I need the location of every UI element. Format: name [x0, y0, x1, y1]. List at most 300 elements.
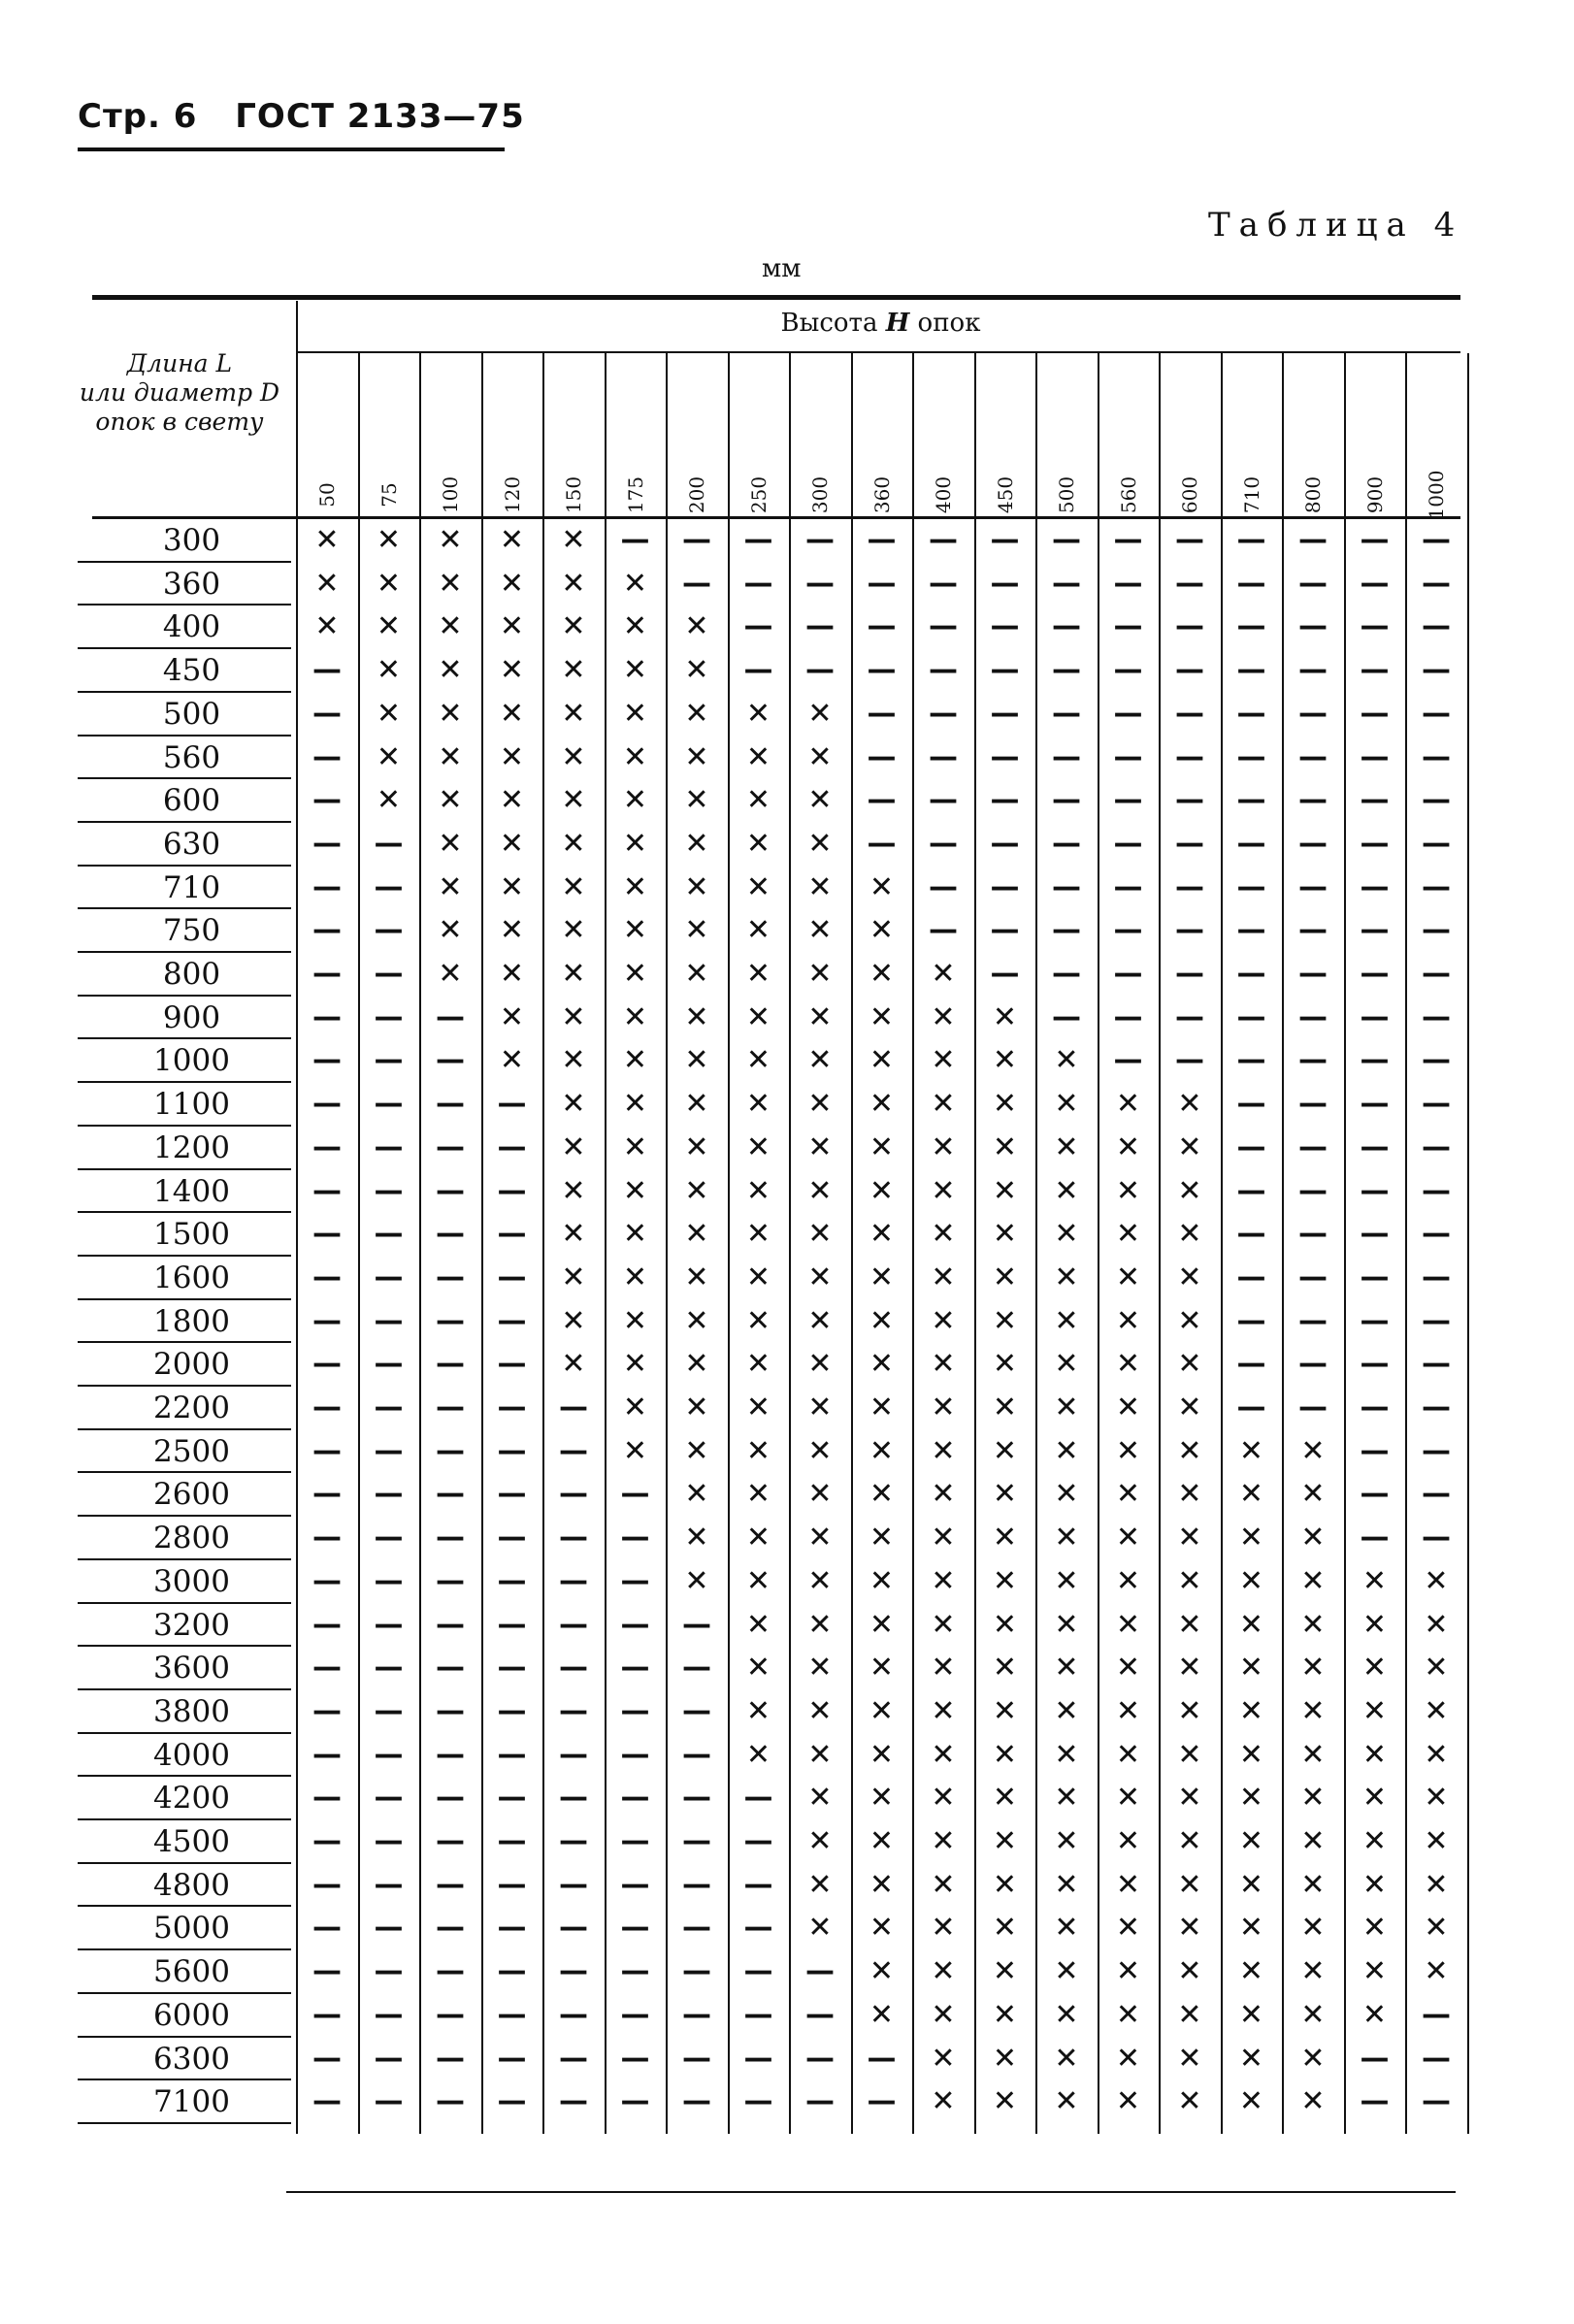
page-number: Стр. 6 — [78, 97, 198, 136]
cell-mark-allowed: ✕ — [931, 1563, 956, 1598]
cell-mark-allowed: ✕ — [807, 1911, 833, 1946]
cell-mark-dash: — — [1360, 1260, 1390, 1294]
cell-mark-dash: — — [374, 999, 404, 1034]
cell-mark-allowed: ✕ — [807, 869, 833, 904]
cell-mark-dash: — — [1422, 957, 1451, 991]
cell-mark-allowed: ✕ — [992, 1217, 1018, 1252]
cell-mark-dash: — — [312, 1303, 342, 1338]
cell-mark-allowed: ✕ — [745, 1217, 771, 1252]
cell-mark-dash: — — [805, 2041, 835, 2076]
cell-mark-dash: — — [436, 1737, 465, 1772]
cell-mark-dash: — — [1113, 826, 1143, 861]
cell-mark-dash: — — [312, 783, 342, 818]
cell-mark-dash: — — [1298, 1217, 1328, 1252]
cell-mark-dash: — — [1298, 1303, 1328, 1338]
cell-mark-dash: — — [1175, 869, 1204, 904]
cell-mark-allowed: ✕ — [1054, 1607, 1079, 1642]
cell-mark-allowed: ✕ — [561, 869, 586, 904]
cell-mark-dash: — — [929, 566, 958, 601]
cell-mark-dash: — — [743, 609, 773, 644]
cell-mark-allowed: ✕ — [1361, 1651, 1388, 1686]
row-label-length: 4000 — [153, 1737, 230, 1773]
column-header-height — [296, 353, 358, 516]
column-header-label: 75 — [377, 482, 401, 507]
column-header-label: 50 — [315, 482, 339, 507]
column-header-height — [666, 353, 728, 516]
cell-mark-allowed: ✕ — [992, 1260, 1018, 1294]
cell-mark-allowed: ✕ — [1177, 1651, 1202, 1686]
cell-mark-dash: — — [1113, 1043, 1143, 1078]
cell-mark-allowed: ✕ — [992, 2041, 1018, 2076]
cell-mark-allowed: ✕ — [807, 1651, 833, 1686]
cell-mark-allowed: ✕ — [1177, 1563, 1202, 1598]
cell-mark-dash: — — [1236, 739, 1266, 774]
cell-mark-allowed: ✕ — [1054, 1433, 1079, 1468]
cell-mark-dash: — — [1360, 1347, 1390, 1382]
cell-mark-dash: — — [620, 523, 650, 557]
cell-mark-allowed: ✕ — [684, 869, 709, 904]
column-header-label: 800 — [1301, 475, 1325, 514]
cell-mark-allowed: ✕ — [1300, 1651, 1326, 1686]
cell-mark-allowed: ✕ — [622, 1043, 648, 1078]
cell-mark-dash: — — [436, 1303, 465, 1338]
row-label-length: 3000 — [153, 1563, 230, 1599]
cell-mark-dash: — — [990, 957, 1020, 991]
cell-mark-dash: — — [1175, 999, 1204, 1034]
cell-mark-dash: — — [620, 1477, 650, 1512]
cell-mark-dash: — — [1360, 739, 1390, 774]
column-header-height — [1035, 353, 1098, 516]
cell-mark-dash: — — [1052, 957, 1081, 991]
cell-mark-allowed: ✕ — [684, 913, 709, 948]
cell-mark-dash: — — [743, 1824, 773, 1858]
row-label-length: 2000 — [153, 1347, 230, 1383]
cell-mark-allowed: ✕ — [1238, 1737, 1264, 1772]
cell-mark-allowed: ✕ — [1238, 1867, 1264, 1902]
cell-mark-dash: — — [1052, 999, 1081, 1034]
cell-mark-dash: — — [1052, 566, 1081, 601]
cell-mark-allowed: ✕ — [561, 999, 586, 1034]
cell-mark-allowed: ✕ — [869, 1217, 895, 1252]
cell-mark-dash: — — [1360, 653, 1390, 688]
cell-mark-allowed: ✕ — [684, 783, 709, 818]
cell-mark-allowed: ✕ — [684, 1433, 709, 1468]
column-header-label: 150 — [562, 475, 585, 514]
cell-mark-dash: — — [497, 2041, 527, 2076]
cell-mark-allowed: ✕ — [807, 999, 833, 1034]
cell-mark-allowed: ✕ — [992, 1173, 1018, 1208]
column-header-height — [1159, 353, 1221, 516]
cell-mark-dash: — — [497, 1521, 527, 1555]
cell-mark-allowed: ✕ — [1177, 1433, 1202, 1468]
cell-mark-allowed: ✕ — [684, 609, 709, 644]
cell-mark-dash: — — [312, 1087, 342, 1122]
cell-mark-allowed: ✕ — [807, 1087, 833, 1122]
cell-mark-allowed: ✕ — [869, 1043, 895, 1078]
cell-mark-dash: — — [682, 523, 711, 557]
column-header-height — [1221, 353, 1283, 516]
cell-mark-allowed: ✕ — [376, 739, 402, 774]
cell-mark-dash: — — [559, 1954, 588, 1989]
cell-mark-allowed: ✕ — [622, 739, 648, 774]
header-underline — [78, 147, 505, 151]
cell-mark-allowed: ✕ — [1115, 1260, 1141, 1294]
cell-mark-dash: — — [1175, 783, 1204, 818]
cell-mark-dash: — — [374, 1217, 404, 1252]
cell-mark-allowed: ✕ — [869, 1867, 895, 1902]
cell-mark-allowed: ✕ — [992, 1043, 1018, 1078]
cell-mark-allowed: ✕ — [499, 999, 525, 1034]
cell-mark-allowed: ✕ — [807, 739, 833, 774]
cell-mark-dash: — — [990, 869, 1020, 904]
cell-mark-allowed: ✕ — [1054, 2084, 1079, 2119]
cell-mark-dash: — — [374, 913, 404, 948]
cell-mark-dash: — — [1113, 566, 1143, 601]
cell-mark-dash: — — [497, 1347, 527, 1382]
cell-mark-dash: — — [1360, 1521, 1390, 1555]
cell-mark-dash: — — [1422, 1997, 1451, 2032]
cell-mark-dash: — — [559, 2041, 588, 2076]
cell-mark-allowed: ✕ — [684, 1217, 709, 1252]
cell-mark-dash: — — [559, 1433, 588, 1468]
cell-mark-allowed: ✕ — [1361, 1997, 1388, 2032]
cell-mark-allowed: ✕ — [622, 826, 648, 861]
cell-mark-dash: — — [743, 2041, 773, 2076]
cell-mark-allowed: ✕ — [1115, 1997, 1141, 2032]
cell-mark-dash: — — [743, 1781, 773, 1816]
cell-mark-allowed: ✕ — [807, 1477, 833, 1512]
cell-mark-allowed: ✕ — [561, 1303, 586, 1338]
cell-mark-dash: — — [497, 1303, 527, 1338]
cell-mark-allowed: ✕ — [869, 1129, 895, 1164]
cell-mark-allowed: ✕ — [684, 826, 709, 861]
cell-mark-allowed: ✕ — [1300, 1693, 1326, 1728]
cell-mark-allowed: ✕ — [1177, 1303, 1202, 1338]
cell-mark-dash: — — [374, 1737, 404, 1772]
cell-mark-allowed: ✕ — [807, 1173, 833, 1208]
cell-mark-allowed: ✕ — [1115, 1173, 1141, 1208]
table-units: мм — [762, 254, 802, 283]
cell-mark-allowed: ✕ — [992, 1911, 1018, 1946]
cell-mark-dash: — — [1298, 869, 1328, 904]
cell-mark-dash: — — [559, 1781, 588, 1816]
cell-mark-dash: — — [990, 826, 1020, 861]
cell-mark-allowed: ✕ — [807, 1303, 833, 1338]
cell-mark-allowed: ✕ — [561, 826, 586, 861]
cell-mark-dash: — — [559, 1737, 588, 1772]
cell-mark-dash: — — [1298, 913, 1328, 948]
cell-mark-dash: — — [990, 739, 1020, 774]
cell-mark-allowed: ✕ — [1054, 1087, 1079, 1122]
cell-mark-allowed: ✕ — [1361, 1607, 1388, 1642]
cell-mark-dash: — — [620, 1737, 650, 1772]
cell-mark-allowed: ✕ — [1177, 1391, 1202, 1424]
cell-mark-dash: — — [1360, 913, 1390, 948]
cell-mark-dash: — — [1360, 2041, 1390, 2076]
cell-mark-allowed: ✕ — [1115, 1087, 1141, 1122]
cell-mark-allowed: ✕ — [1300, 1781, 1326, 1816]
cell-mark-allowed: ✕ — [931, 1477, 956, 1512]
cell-mark-dash: — — [1422, 2041, 1451, 2076]
cell-mark-allowed: ✕ — [1300, 1824, 1326, 1858]
row-label-length: 800 — [162, 957, 221, 992]
cell-mark-dash: — — [990, 783, 1020, 818]
cell-mark-dash: — — [1052, 609, 1081, 644]
cell-mark-allowed: ✕ — [1361, 1693, 1388, 1728]
cell-mark-dash: — — [805, 523, 835, 557]
cell-mark-dash: — — [743, 523, 773, 557]
row-label-rule — [78, 2122, 291, 2124]
cell-mark-dash: — — [1236, 1129, 1266, 1164]
cell-mark-dash: — — [682, 1693, 711, 1728]
cell-mark-dash: — — [436, 1347, 465, 1382]
cell-mark-dash: — — [312, 1043, 342, 1078]
cell-mark-dash: — — [1175, 826, 1204, 861]
cell-mark-allowed: ✕ — [1177, 2084, 1202, 2119]
cell-mark-dash: — — [559, 1867, 588, 1902]
cell-mark-dash: — — [1113, 609, 1143, 644]
cell-mark-dash: — — [1298, 1129, 1328, 1164]
cell-mark-dash: — — [867, 2084, 897, 2119]
cell-mark-allowed: ✕ — [376, 609, 402, 644]
cell-mark-allowed: ✕ — [561, 1217, 586, 1252]
cell-mark-dash: — — [682, 566, 711, 601]
cell-mark-dash: — — [929, 523, 958, 557]
cell-mark-allowed: ✕ — [745, 1607, 771, 1642]
cell-mark-allowed: ✕ — [561, 566, 586, 601]
cell-mark-dash: — — [374, 1911, 404, 1946]
cell-mark-allowed: ✕ — [1424, 1693, 1449, 1728]
cell-mark-dash: — — [436, 1563, 465, 1598]
cell-mark-dash: — — [1422, 1303, 1451, 1338]
cell-mark-dash: — — [620, 1563, 650, 1598]
cell-mark-allowed: ✕ — [992, 1693, 1018, 1728]
cell-mark-allowed: ✕ — [807, 1824, 833, 1858]
cell-mark-allowed: ✕ — [931, 1911, 956, 1946]
cell-mark-allowed: ✕ — [1424, 1867, 1449, 1902]
cell-mark-dash: — — [374, 2041, 404, 2076]
cell-mark-dash: — — [1236, 1260, 1266, 1294]
cell-mark-allowed: ✕ — [1177, 1129, 1202, 1164]
cell-mark-allowed: ✕ — [931, 2084, 956, 2119]
cell-mark-dash: — — [1422, 653, 1451, 688]
cell-mark-allowed: ✕ — [622, 1260, 648, 1294]
cell-mark-dash: — — [312, 2041, 342, 2076]
cell-mark-allowed: ✕ — [499, 826, 525, 861]
table-bottom-rule — [286, 2191, 1456, 2193]
cell-mark-allowed: ✕ — [1424, 1607, 1449, 1642]
row-header-line: или диаметр D — [79, 378, 280, 407]
cell-mark-allowed: ✕ — [561, 739, 586, 774]
cell-mark-dash: — — [1360, 1391, 1390, 1424]
cell-mark-allowed: ✕ — [1115, 1911, 1141, 1946]
cell-mark-dash: — — [374, 1173, 404, 1208]
cell-mark-allowed: ✕ — [622, 696, 648, 731]
cell-mark-allowed: ✕ — [931, 1303, 956, 1338]
cell-mark-allowed: ✕ — [1177, 1521, 1202, 1555]
cell-mark-dash: — — [682, 1824, 711, 1858]
cell-mark-dash: — — [929, 869, 958, 904]
cell-mark-allowed: ✕ — [1115, 1607, 1141, 1642]
cell-mark-allowed: ✕ — [1238, 1477, 1264, 1512]
cell-mark-dash: — — [1236, 609, 1266, 644]
cell-mark-dash: — — [312, 653, 342, 688]
cell-mark-dash: — — [1360, 609, 1390, 644]
cell-mark-allowed: ✕ — [1361, 1781, 1388, 1816]
cell-mark-allowed: ✕ — [745, 1563, 771, 1598]
row-label-length: 5000 — [153, 1911, 230, 1947]
cell-mark-dash: — — [1360, 1303, 1390, 1338]
cell-mark-dash: — — [312, 1391, 342, 1424]
cell-mark-allowed: ✕ — [869, 1433, 895, 1468]
cell-mark-allowed: ✕ — [1300, 1911, 1326, 1946]
cell-mark-allowed: ✕ — [931, 1347, 956, 1382]
cell-mark-allowed: ✕ — [992, 2084, 1018, 2119]
cell-mark-allowed: ✕ — [1054, 1651, 1079, 1686]
cell-mark-dash: — — [1175, 1043, 1204, 1078]
column-header-height — [789, 353, 851, 516]
cell-mark-allowed: ✕ — [314, 523, 340, 557]
row-label-length: 300 — [162, 523, 221, 558]
column-header-label: 710 — [1239, 475, 1263, 514]
cell-mark-dash: — — [1236, 826, 1266, 861]
column-header-height — [542, 353, 605, 516]
cell-mark-dash: — — [436, 1521, 465, 1555]
cell-mark-dash: — — [867, 609, 897, 644]
cell-mark-dash: — — [559, 1477, 588, 1512]
cell-mark-dash: — — [1236, 869, 1266, 904]
cell-mark-allowed: ✕ — [1238, 1651, 1264, 1686]
cell-mark-allowed: ✕ — [376, 783, 402, 818]
cell-mark-dash: — — [436, 1867, 465, 1902]
cell-mark-allowed: ✕ — [622, 957, 648, 991]
column-header-height — [1098, 353, 1160, 516]
cell-mark-allowed: ✕ — [1115, 1781, 1141, 1816]
cell-mark-allowed: ✕ — [931, 1217, 956, 1252]
cell-mark-dash: — — [743, 1954, 773, 1989]
cell-mark-allowed: ✕ — [1300, 1867, 1326, 1902]
cell-mark-dash: — — [497, 1824, 527, 1858]
cell-mark-allowed: ✕ — [931, 1954, 956, 1989]
cell-mark-allowed: ✕ — [869, 869, 895, 904]
cell-mark-allowed: ✕ — [438, 957, 463, 991]
cell-mark-dash: — — [497, 1737, 527, 1772]
cell-mark-allowed: ✕ — [1424, 1781, 1449, 1816]
cell-mark-allowed: ✕ — [869, 1651, 895, 1686]
cell-mark-dash: — — [1052, 826, 1081, 861]
cell-mark-allowed: ✕ — [807, 957, 833, 991]
cell-mark-dash: — — [1422, 739, 1451, 774]
cell-mark-allowed: ✕ — [807, 913, 833, 948]
table-top-rule — [92, 295, 1460, 300]
cell-mark-allowed: ✕ — [869, 1303, 895, 1338]
cell-mark-dash: — — [374, 1303, 404, 1338]
cell-mark-dash: — — [436, 1607, 465, 1642]
cell-mark-dash: — — [1298, 957, 1328, 991]
column-header-label: 600 — [1178, 475, 1201, 514]
cell-mark-allowed: ✕ — [1115, 1867, 1141, 1902]
cell-mark-allowed: ✕ — [992, 1867, 1018, 1902]
cell-mark-allowed: ✕ — [499, 1043, 525, 1078]
cell-mark-allowed: ✕ — [1177, 1607, 1202, 1642]
cell-mark-allowed: ✕ — [745, 1693, 771, 1728]
cell-mark-dash: — — [990, 566, 1020, 601]
cell-mark-allowed: ✕ — [992, 1781, 1018, 1816]
cell-mark-dash: — — [312, 913, 342, 948]
row-label-length: 6300 — [153, 2041, 230, 2077]
cell-mark-allowed: ✕ — [992, 1391, 1018, 1424]
cell-mark-allowed: ✕ — [622, 653, 648, 688]
cell-mark-dash: — — [436, 1129, 465, 1164]
cell-mark-dash: — — [497, 1997, 527, 2032]
cell-mark-dash: — — [1298, 566, 1328, 601]
cell-mark-dash: — — [1052, 523, 1081, 557]
cell-mark-dash: — — [743, 2084, 773, 2119]
cell-mark-dash: — — [805, 566, 835, 601]
cell-mark-allowed: ✕ — [745, 1173, 771, 1208]
column-header-label: 360 — [869, 475, 894, 514]
cell-mark-allowed: ✕ — [1054, 1043, 1079, 1078]
cell-mark-allowed: ✕ — [931, 1737, 956, 1772]
cell-mark-dash: — — [436, 999, 465, 1034]
cell-mark-allowed: ✕ — [1238, 1997, 1264, 2032]
cell-mark-dash: — — [1175, 739, 1204, 774]
cell-mark-dash: — — [867, 566, 897, 601]
cell-mark-allowed: ✕ — [869, 1693, 895, 1728]
row-label-length: 500 — [162, 696, 221, 732]
cell-mark-allowed: ✕ — [745, 739, 771, 774]
cell-mark-dash: — — [1236, 1347, 1266, 1382]
cell-mark-dash: — — [312, 1737, 342, 1772]
cell-mark-dash: — — [1175, 696, 1204, 731]
cell-mark-dash: — — [374, 1607, 404, 1642]
cell-mark-allowed: ✕ — [992, 1607, 1018, 1642]
column-header-label: 300 — [808, 475, 832, 514]
cell-mark-allowed: ✕ — [869, 1521, 895, 1555]
row-label-length: 900 — [162, 999, 221, 1035]
cell-mark-allowed: ✕ — [684, 1347, 709, 1382]
cell-mark-allowed: ✕ — [684, 696, 709, 731]
cell-mark-allowed: ✕ — [438, 869, 463, 904]
column-group-prefix: Высота — [780, 309, 886, 338]
cell-mark-dash: — — [312, 1781, 342, 1816]
cell-mark-allowed: ✕ — [499, 913, 525, 948]
cell-mark-dash: — — [1360, 1433, 1390, 1468]
cell-mark-allowed: ✕ — [499, 696, 525, 731]
cell-mark-allowed: ✕ — [499, 609, 525, 644]
cell-mark-allowed: ✕ — [1054, 1737, 1079, 1772]
cell-mark-allowed: ✕ — [992, 1303, 1018, 1338]
cell-mark-dash: — — [1175, 609, 1204, 644]
cell-mark-dash: — — [312, 869, 342, 904]
cell-mark-dash: — — [1298, 1391, 1328, 1424]
row-label-length: 1600 — [153, 1260, 230, 1295]
cell-mark-dash: — — [559, 1391, 588, 1424]
cell-mark-dash: — — [1422, 1173, 1451, 1208]
cell-mark-allowed: ✕ — [1361, 1563, 1388, 1598]
cell-mark-dash: — — [312, 1521, 342, 1555]
cell-mark-dash: — — [436, 1651, 465, 1686]
cell-mark-allowed: ✕ — [931, 1693, 956, 1728]
cell-mark-dash: — — [374, 1997, 404, 2032]
cell-mark-dash: — — [497, 1129, 527, 1164]
cell-mark-allowed: ✕ — [438, 696, 463, 731]
cell-mark-dash: — — [1298, 523, 1328, 557]
column-header-height — [1405, 353, 1467, 520]
column-header-label: 250 — [746, 475, 771, 514]
row-label-length: 450 — [162, 653, 221, 689]
cell-mark-allowed: ✕ — [931, 1043, 956, 1078]
